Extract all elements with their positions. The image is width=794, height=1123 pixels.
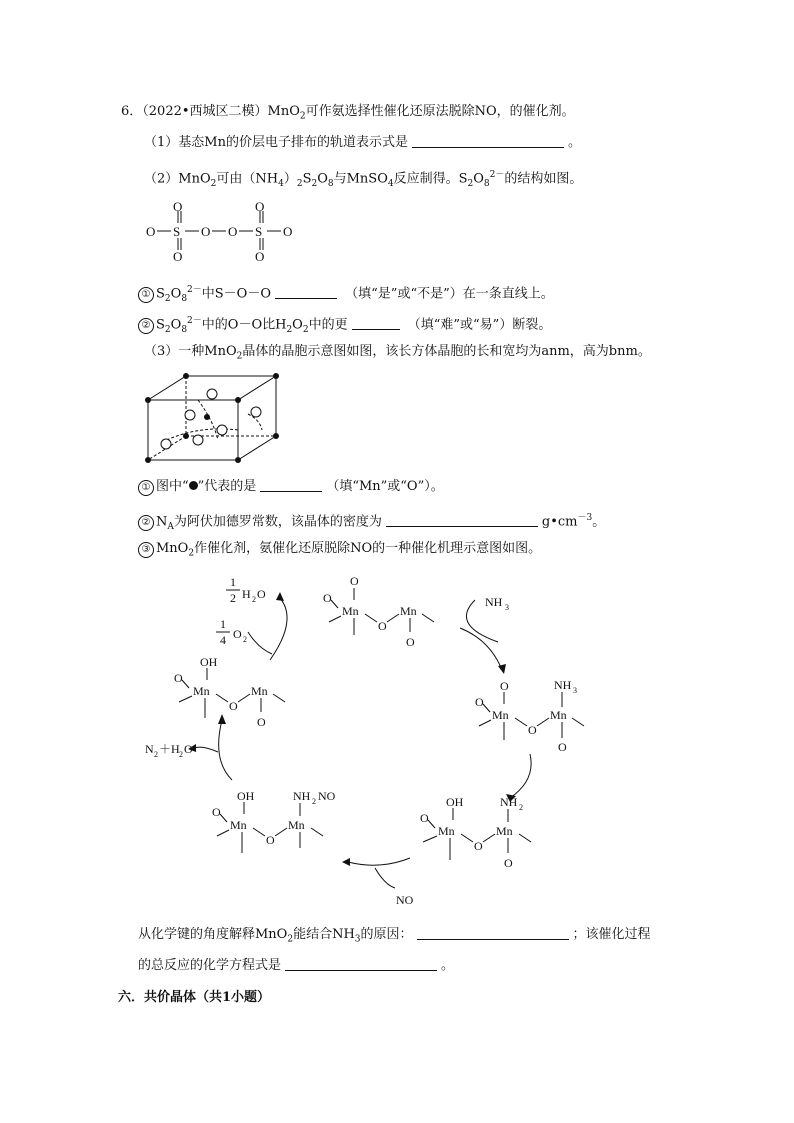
svg-text:O: O xyxy=(528,723,537,737)
svg-text:O: O xyxy=(257,587,266,601)
final-question-line-2: 的总反应的化学方程式是 。 xyxy=(138,958,455,973)
answer-blank-2[interactable] xyxy=(275,285,337,299)
svg-text:2: 2 xyxy=(179,750,183,759)
svg-text:O: O xyxy=(500,679,509,693)
svg-text:NH: NH xyxy=(293,789,311,803)
svg-text:NH: NH xyxy=(554,678,572,692)
svg-text:O: O xyxy=(266,833,275,847)
atom-o: O xyxy=(173,249,183,264)
svg-text:3: 3 xyxy=(505,603,509,612)
s2o8-structure-diagram xyxy=(140,198,310,266)
atom-o: O xyxy=(173,199,183,214)
svg-text:O: O xyxy=(406,635,415,649)
svg-text:2: 2 xyxy=(230,591,236,605)
answer-blank-3[interactable] xyxy=(352,316,400,330)
svg-text:O: O xyxy=(350,574,359,588)
svg-text:NO: NO xyxy=(396,893,414,907)
black-dot-icon xyxy=(189,481,198,490)
svg-text:3: 3 xyxy=(573,686,577,695)
answer-blank-1[interactable] xyxy=(412,134,564,148)
svg-text:O: O xyxy=(475,695,484,709)
part2-prompt: （2）MnO$_2$可由$(NH_4)_2S_2O_8$与MnSO$_4$反应制得。$S_2O_8^{2-}$的结构如图。 xyxy=(144,170,583,189)
final-question-line-1: 从化学键的角度解释MnO$_2$能结合$NH_3$的原因： ；该催化过程 xyxy=(138,927,651,945)
svg-text:O: O xyxy=(558,740,567,754)
atom-s: S xyxy=(255,224,263,239)
svg-text:O: O xyxy=(174,671,183,685)
answer-blank-6[interactable] xyxy=(417,926,569,940)
svg-text:OH: OH xyxy=(237,789,255,803)
unit-cell-diagram xyxy=(138,370,288,466)
svg-text:O: O xyxy=(212,805,221,819)
svg-text:O: O xyxy=(257,715,266,729)
svg-text:OH: OH xyxy=(446,795,464,809)
svg-text:2: 2 xyxy=(154,750,158,759)
sub-question-1: ① $S_2O_8^{2-}$中S－O－O （填“是”或“不是”）在一条直线上。 xyxy=(138,281,554,308)
question-intro: 6．（2022•西城区二模）MnO$_2$可作氨选择性催化还原法脱除NO，的催化剂。 xyxy=(121,104,575,122)
svg-text:Mn: Mn xyxy=(342,604,359,618)
answer-blank-5[interactable] xyxy=(386,513,538,527)
svg-text:O: O xyxy=(233,627,242,641)
svg-text:Mn: Mn xyxy=(230,818,247,832)
svg-text:2: 2 xyxy=(243,635,247,644)
svg-text:Mn: Mn xyxy=(288,818,305,832)
part3-prompt: （3）一种MnO$_2$晶体的晶胞示意图如图，该长方体晶胞的长和宽均为anm，高为bnm。 xyxy=(144,344,651,362)
svg-text:N: N xyxy=(145,742,154,756)
atom-o: O xyxy=(146,224,156,239)
catalytic-mechanism-diagram xyxy=(130,570,620,915)
svg-text:Mn: Mn xyxy=(550,708,567,722)
svg-text:O: O xyxy=(323,591,332,605)
svg-text:O: O xyxy=(420,811,429,825)
svg-text:O: O xyxy=(504,856,513,870)
svg-text:2: 2 xyxy=(312,797,316,806)
svg-text:O: O xyxy=(184,742,193,756)
svg-text:1: 1 xyxy=(230,575,236,589)
svg-text:1: 1 xyxy=(220,617,226,631)
svg-text:4: 4 xyxy=(220,633,226,647)
section-heading: 六．共价晶体（共1小题） xyxy=(118,990,271,1005)
sub-question-3: ① 图中“ ”代表的是 （填“Mn”或“O”）。 xyxy=(138,478,444,496)
svg-text:＋H: ＋H xyxy=(159,742,180,756)
svg-text:2: 2 xyxy=(252,595,256,604)
svg-text:O: O xyxy=(378,619,387,633)
svg-text:Mn: Mn xyxy=(400,604,417,618)
atom-s: S xyxy=(173,224,181,239)
sub-question-2: ② $S_2O_8^{2-}$中的O－O比$H_2O_2$中的更 （填“难”或“易”）断裂。 xyxy=(138,312,551,339)
svg-text:Mn: Mn xyxy=(496,824,513,838)
svg-text:Mn: Mn xyxy=(193,684,210,698)
part1-prompt: （1）基态Mn的价层电子排布的轨道表示式是 。 xyxy=(144,135,581,150)
sub-question-5: ③ MnO$_2$作催化剂，氨催化还原脱除NO的一种催化机理示意图如图。 xyxy=(138,540,541,563)
svg-text:H: H xyxy=(242,587,251,601)
svg-text:Mn: Mn xyxy=(492,708,509,722)
svg-text:O: O xyxy=(474,839,483,853)
svg-text:Mn: Mn xyxy=(251,684,268,698)
atom-o: O xyxy=(283,224,293,239)
sub-question-4: ② $N_A$为阿伏加德罗常数，该晶体的密度为 $g•cm^{-3}$。 xyxy=(138,509,605,536)
svg-text:NH: NH xyxy=(485,595,503,609)
answer-blank-4[interactable] xyxy=(260,478,322,492)
svg-text:NH: NH xyxy=(500,795,518,809)
atom-o: O xyxy=(228,224,238,239)
answer-blank-7[interactable] xyxy=(285,957,437,971)
atom-o: O xyxy=(255,249,265,264)
svg-text:O: O xyxy=(229,699,238,713)
svg-text:OH: OH xyxy=(200,655,218,669)
atom-o: O xyxy=(201,224,211,239)
svg-text:NO: NO xyxy=(318,789,336,803)
svg-text:2: 2 xyxy=(519,803,523,812)
svg-text:Mn: Mn xyxy=(438,824,455,838)
atom-o: O xyxy=(255,199,265,214)
